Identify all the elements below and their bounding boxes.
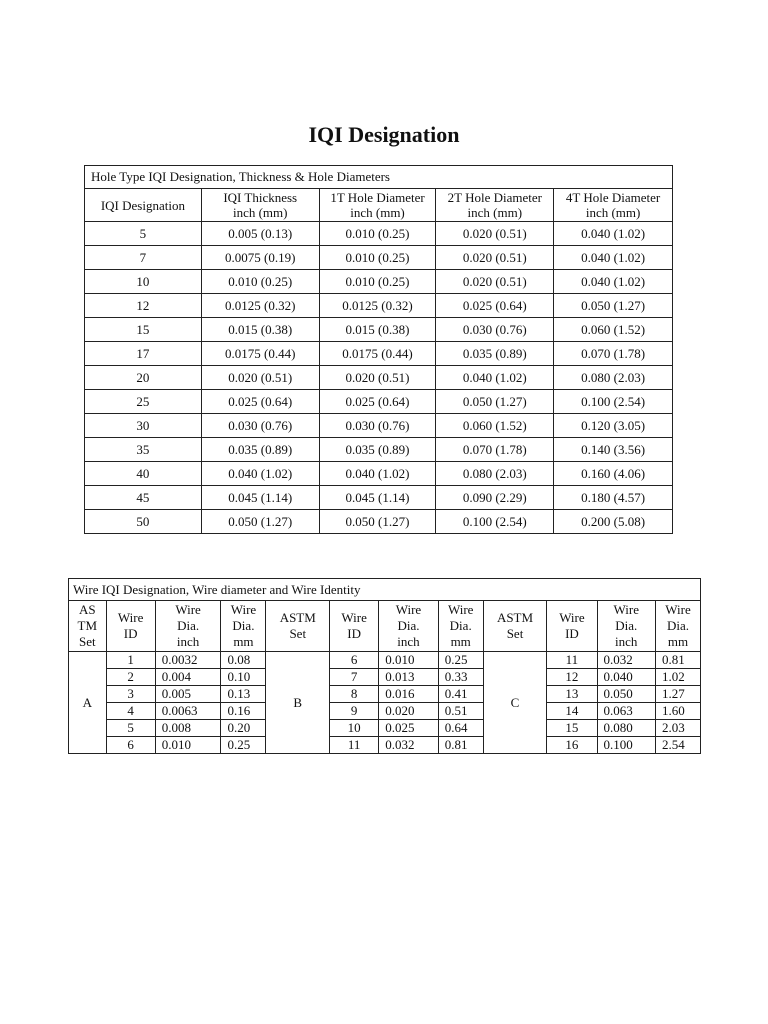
table-cell: 0.0125 (0.32) bbox=[201, 294, 319, 318]
table-cell: 1.27 bbox=[655, 686, 700, 703]
table-cell: 0.063 bbox=[597, 703, 655, 720]
table-cell: 0.050 bbox=[597, 686, 655, 703]
header-line: inch (mm) bbox=[585, 205, 641, 220]
table-cell: 15 bbox=[547, 720, 597, 737]
header-line: Set bbox=[506, 626, 524, 641]
table-cell: 9 bbox=[330, 703, 379, 720]
table-cell: 2.54 bbox=[655, 737, 700, 754]
header-line: ASTM bbox=[279, 610, 316, 625]
hole-table-header bbox=[319, 189, 436, 222]
table-cell: 15 bbox=[85, 318, 202, 342]
hole-table-body bbox=[85, 222, 673, 534]
header-line: Wire bbox=[175, 602, 201, 617]
table-row bbox=[85, 462, 673, 486]
header-line: 1T Hole Diameter bbox=[330, 190, 425, 205]
wire-table-header bbox=[597, 601, 655, 652]
table-cell: 16 bbox=[547, 737, 597, 754]
table-cell: 0.070 (1.78) bbox=[436, 438, 554, 462]
table-cell: 8 bbox=[330, 686, 379, 703]
table-cell: 0.51 bbox=[438, 703, 483, 720]
table-cell: 0.13 bbox=[221, 686, 266, 703]
header-line: Dia. bbox=[177, 618, 200, 633]
table-cell: 0.010 (0.25) bbox=[201, 270, 319, 294]
table-cell: 1.60 bbox=[655, 703, 700, 720]
table-cell: 0.025 bbox=[379, 720, 439, 737]
table-cell: 0.0075 (0.19) bbox=[201, 246, 319, 270]
hole-type-iqi-table bbox=[84, 165, 673, 534]
table-cell: 0.040 (1.02) bbox=[201, 462, 319, 486]
header-line: inch (mm) bbox=[467, 205, 523, 220]
header-line: Wire bbox=[665, 602, 691, 617]
table-cell: 0.050 (1.27) bbox=[319, 510, 436, 534]
wire-table-caption: Wire IQI Designation, Wire diameter and Wire Identity bbox=[69, 579, 701, 601]
table-cell: 0.005 bbox=[155, 686, 221, 703]
table-cell: 0.16 bbox=[221, 703, 266, 720]
table-cell: 50 bbox=[85, 510, 202, 534]
wire-table-header bbox=[483, 601, 547, 652]
header-line: Dia. bbox=[666, 618, 689, 633]
table-cell: 0.050 (1.27) bbox=[201, 510, 319, 534]
wire-table-header bbox=[155, 601, 221, 652]
table-cell: 0.0175 (0.44) bbox=[319, 342, 436, 366]
header-line: IQI Thickness bbox=[223, 190, 298, 205]
header-line: mm bbox=[450, 634, 471, 649]
table-cell: 0.050 (1.27) bbox=[436, 390, 554, 414]
hole-table-header bbox=[436, 189, 554, 222]
table-row bbox=[69, 737, 701, 754]
table-cell: 2.03 bbox=[655, 720, 700, 737]
header-line: mm bbox=[233, 634, 254, 649]
table-cell: 20 bbox=[85, 366, 202, 390]
header-line: ID bbox=[123, 626, 138, 641]
header-line: inch bbox=[397, 634, 420, 649]
table-cell: 45 bbox=[85, 486, 202, 510]
table-cell: 0.015 (0.38) bbox=[201, 318, 319, 342]
table-cell: 0.010 (0.25) bbox=[319, 246, 436, 270]
wire-table-header bbox=[655, 601, 700, 652]
table-row bbox=[85, 342, 673, 366]
table-cell: 0.070 (1.78) bbox=[554, 342, 673, 366]
table-cell: 0.040 (1.02) bbox=[554, 222, 673, 246]
header-line: TM bbox=[77, 618, 98, 633]
table-cell: 0.010 bbox=[155, 737, 221, 754]
table-cell: 0.020 (0.51) bbox=[436, 270, 554, 294]
wire-table-header-row bbox=[69, 601, 701, 652]
table-cell: 0.080 (2.03) bbox=[554, 366, 673, 390]
table-cell: 0.81 bbox=[655, 652, 700, 669]
table-cell: 40 bbox=[85, 462, 202, 486]
table-cell: 0.025 (0.64) bbox=[319, 390, 436, 414]
header-line: Wire bbox=[117, 610, 144, 625]
table-cell: 25 bbox=[85, 390, 202, 414]
table-cell: 0.160 (4.06) bbox=[554, 462, 673, 486]
header-line: ID bbox=[347, 626, 362, 641]
header-line: Wire bbox=[613, 602, 639, 617]
table-cell: 0.100 bbox=[597, 737, 655, 754]
table-cell: 11 bbox=[330, 737, 379, 754]
table-cell: 12 bbox=[547, 669, 597, 686]
table-cell: 0.035 (0.89) bbox=[436, 342, 554, 366]
table-cell: 0.016 bbox=[379, 686, 439, 703]
table-cell: 0.008 bbox=[155, 720, 221, 737]
table-row bbox=[85, 438, 673, 462]
header-line: Set bbox=[78, 634, 96, 649]
table-cell: 0.080 (2.03) bbox=[436, 462, 554, 486]
table-cell: 0.020 (0.51) bbox=[201, 366, 319, 390]
page-title: IQI Designation bbox=[308, 122, 460, 147]
hole-table-header bbox=[201, 189, 319, 222]
table-cell: 0.030 (0.76) bbox=[201, 414, 319, 438]
table-cell: 0.035 (0.89) bbox=[201, 438, 319, 462]
astm-set-cell: B bbox=[266, 652, 330, 754]
table-cell: 0.0063 bbox=[155, 703, 221, 720]
table-cell: 0.060 (1.52) bbox=[436, 414, 554, 438]
table-cell: 0.015 (0.38) bbox=[319, 318, 436, 342]
table-cell: 0.035 (0.89) bbox=[319, 438, 436, 462]
table-cell: 0.040 (1.02) bbox=[436, 366, 554, 390]
table-row bbox=[69, 669, 701, 686]
hole-table-header bbox=[554, 189, 673, 222]
astm-set-cell: C bbox=[483, 652, 547, 754]
table-row bbox=[85, 366, 673, 390]
header-line: inch bbox=[176, 634, 200, 649]
table-cell: 0.025 (0.64) bbox=[436, 294, 554, 318]
header-line: Set bbox=[289, 626, 307, 641]
table-cell: 0.08 bbox=[221, 652, 266, 669]
header-line: IQI Designation bbox=[100, 197, 185, 213]
table-cell: 0.032 bbox=[597, 652, 655, 669]
table-cell: 0.020 (0.51) bbox=[436, 222, 554, 246]
table-cell: 0.25 bbox=[221, 737, 266, 754]
wire-table-header bbox=[438, 601, 483, 652]
wire-table-body bbox=[69, 652, 701, 754]
table-cell: 0.030 (0.76) bbox=[319, 414, 436, 438]
table-cell: 0.050 (1.27) bbox=[554, 294, 673, 318]
table-cell: 0.020 (0.51) bbox=[319, 366, 436, 390]
table-row bbox=[85, 486, 673, 510]
table-cell: 1 bbox=[106, 652, 155, 669]
header-line: Dia. bbox=[449, 618, 472, 633]
header-line: Dia. bbox=[615, 618, 638, 633]
wire-table-header bbox=[221, 601, 266, 652]
table-cell: 0.25 bbox=[438, 652, 483, 669]
table-cell: 0.080 bbox=[597, 720, 655, 737]
table-cell: 1.02 bbox=[655, 669, 700, 686]
table-cell: 0.040 (1.02) bbox=[554, 246, 673, 270]
table-cell: 0.004 bbox=[155, 669, 221, 686]
hole-table-header bbox=[85, 189, 202, 222]
table-cell: 0.005 (0.13) bbox=[201, 222, 319, 246]
header-line: Wire bbox=[559, 610, 585, 625]
table-row bbox=[69, 652, 701, 669]
header-line: Dia. bbox=[232, 618, 255, 633]
table-cell: 0.41 bbox=[438, 686, 483, 703]
table-cell: 0.032 bbox=[379, 737, 439, 754]
table-row bbox=[85, 390, 673, 414]
table-cell: 0.10 bbox=[221, 669, 266, 686]
table-cell: 6 bbox=[106, 737, 155, 754]
wire-iqi-table bbox=[68, 578, 701, 754]
wire-table-header bbox=[379, 601, 439, 652]
table-cell: 0.013 bbox=[379, 669, 439, 686]
table-cell: 0.0032 bbox=[155, 652, 221, 669]
header-line: inch (mm) bbox=[232, 205, 288, 220]
table-cell: 0.040 bbox=[597, 669, 655, 686]
table-cell: 6 bbox=[330, 652, 379, 669]
table-row bbox=[85, 318, 673, 342]
table-cell: 11 bbox=[547, 652, 597, 669]
table-cell: 13 bbox=[547, 686, 597, 703]
header-line: ASTM bbox=[496, 610, 534, 625]
table-cell: 0.040 (1.02) bbox=[554, 270, 673, 294]
header-line: Wire bbox=[395, 602, 422, 617]
header-line: Dia. bbox=[397, 618, 420, 633]
table-cell: 12 bbox=[85, 294, 202, 318]
header-line: inch bbox=[615, 634, 638, 649]
table-cell: 10 bbox=[330, 720, 379, 737]
table-cell: 7 bbox=[85, 246, 202, 270]
table-cell: 0.040 (1.02) bbox=[319, 462, 436, 486]
table-cell: 30 bbox=[85, 414, 202, 438]
table-cell: 0.010 (0.25) bbox=[319, 222, 436, 246]
table-row bbox=[85, 294, 673, 318]
table-row bbox=[85, 510, 673, 534]
header-line: ID bbox=[565, 626, 579, 641]
table-cell: 2 bbox=[106, 669, 155, 686]
table-cell: 0.100 (2.54) bbox=[436, 510, 554, 534]
table-cell: 0.0175 (0.44) bbox=[201, 342, 319, 366]
header-line: inch (mm) bbox=[350, 205, 405, 220]
table-cell: 0.180 (4.57) bbox=[554, 486, 673, 510]
header-line: Wire bbox=[230, 602, 257, 617]
table-row bbox=[69, 720, 701, 737]
table-cell: 7 bbox=[330, 669, 379, 686]
wire-table-header bbox=[266, 601, 330, 652]
table-cell: 0.140 (3.56) bbox=[554, 438, 673, 462]
table-cell: 17 bbox=[85, 342, 202, 366]
header-line: Wire bbox=[341, 610, 367, 625]
table-row bbox=[69, 686, 701, 703]
table-cell: 0.120 (3.05) bbox=[554, 414, 673, 438]
wire-table-header bbox=[106, 601, 155, 652]
table-cell: 0.0125 (0.32) bbox=[319, 294, 436, 318]
wire-table-header bbox=[69, 601, 107, 652]
header-line: Wire bbox=[447, 602, 474, 617]
table-cell: 4 bbox=[106, 703, 155, 720]
table-cell: 0.060 (1.52) bbox=[554, 318, 673, 342]
table-cell: 0.100 (2.54) bbox=[554, 390, 673, 414]
hole-table-caption: Hole Type IQI Designation, Thickness & Hole Diameters bbox=[85, 166, 673, 189]
table-cell: 0.020 bbox=[379, 703, 439, 720]
table-cell: 5 bbox=[106, 720, 155, 737]
header-line: 4T Hole Diameter bbox=[565, 190, 661, 205]
table-cell: 5 bbox=[85, 222, 202, 246]
header-line: AS bbox=[78, 602, 96, 617]
table-row bbox=[69, 703, 701, 720]
table-cell: 0.025 (0.64) bbox=[201, 390, 319, 414]
header-line: mm bbox=[667, 634, 689, 649]
header-line: 2T Hole Diameter bbox=[447, 190, 542, 205]
table-cell: 0.010 (0.25) bbox=[319, 270, 436, 294]
table-cell: 0.045 (1.14) bbox=[201, 486, 319, 510]
astm-set-cell: A bbox=[69, 652, 107, 754]
table-cell: 35 bbox=[85, 438, 202, 462]
wire-table-header bbox=[547, 601, 597, 652]
wire-table-header bbox=[330, 601, 379, 652]
table-cell: 3 bbox=[106, 686, 155, 703]
table-cell: 0.010 bbox=[379, 652, 439, 669]
table-cell: 0.020 (0.51) bbox=[436, 246, 554, 270]
table-cell: 0.045 (1.14) bbox=[319, 486, 436, 510]
table-cell: 10 bbox=[85, 270, 202, 294]
table-cell: 0.33 bbox=[438, 669, 483, 686]
table-cell: 0.090 (2.29) bbox=[436, 486, 554, 510]
hole-table-header-row bbox=[85, 189, 673, 222]
table-row bbox=[85, 246, 673, 270]
table-row bbox=[85, 222, 673, 246]
table-cell: 0.20 bbox=[221, 720, 266, 737]
table-cell: 0.200 (5.08) bbox=[554, 510, 673, 534]
table-cell: 0.64 bbox=[438, 720, 483, 737]
table-cell: 0.030 (0.76) bbox=[436, 318, 554, 342]
table-row bbox=[85, 414, 673, 438]
table-row bbox=[85, 270, 673, 294]
table-cell: 14 bbox=[547, 703, 597, 720]
table-cell: 0.81 bbox=[438, 737, 483, 754]
